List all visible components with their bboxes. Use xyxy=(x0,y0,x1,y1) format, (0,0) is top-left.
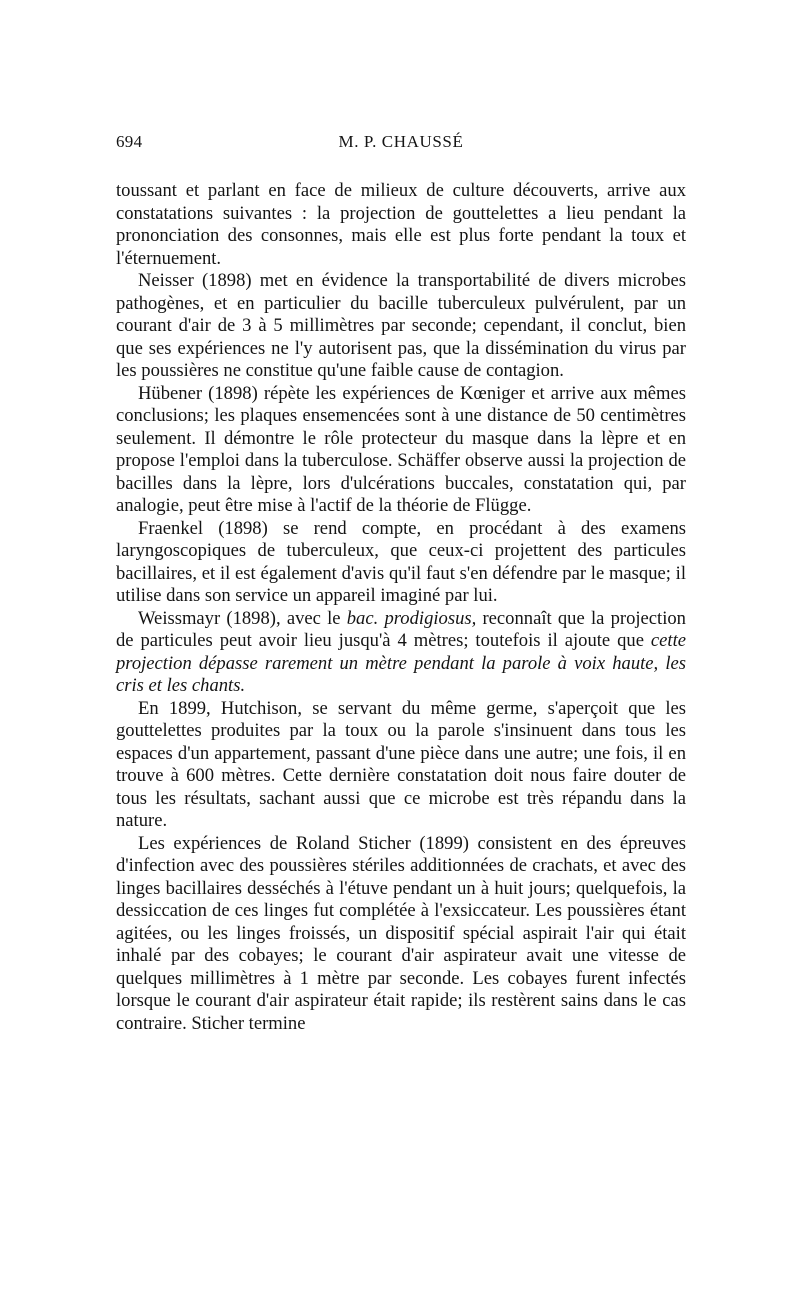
paragraph-fraenkel: Fraenkel (1898) se rend compte, en procédant à des examens laryngoscopiques de tuberculeux, que ceux-ci projettent des particules bacillaires, et il est également d'avis qu'il faut s'en défendre par le masque; il utilise dans son service un appareil imaginé par lui. xyxy=(116,517,686,606)
paragraph-weissmayr-text-2: reconnaît que la projection de particules peut avoir lieu jusqu'à 4 mètres; toutefois il ajoute que xyxy=(116,607,686,651)
paragraph-sticher: Les expériences de Roland Sticher (1899) consistent en des épreuves d'infection avec des poussières stériles additionnées de crachats, et avec des linges bacillaires desséchés à l'étuve pendant un à huit jours; quelquefois, la dessiccation de ces linges fut complétée à l'exsiccateur. Les poussières étant agitées, ou les linges froissés, un dispositif spécial aspirait l'air qui était inhalé par des cobayes; le courant d'air aspirateur avait une vitesse de quelques millimètres à 1 mètre par seconde. Les cobayes furent infectés lorsque le courant d'air aspirateur était rapide; ils restèrent sains dans le cas contraire. Sticher termine xyxy=(116,832,686,1034)
paragraph-weissmayr-text-1: Weissmayr (1898), avec le xyxy=(138,607,347,629)
paragraph-hutchison: En 1899, Hutchison, se servant du même germe, s'aperçoit que les gouttelettes produites par la toux ou la parole s'insinuent dans tous les espaces d'un appartement, passant d'une pièce dans une autre; une fois, il en trouve à 600 mètres. Cette dernière constatation doit nous faire douter de tous les résultats, sachant aussi que ce microbe est très répandu dans la nature. xyxy=(116,697,686,831)
running-title: M. P. CHAUSSÉ xyxy=(338,132,464,151)
paragraph-weissmayr-italic-1: bac. prodigiosus, xyxy=(346,607,477,629)
page-number: 694 xyxy=(116,132,143,151)
running-head xyxy=(116,132,686,162)
paragraph-weissmayr-italic-2: cette projection dépasse rarement un mètre pendant la parole à voix haute, les cris et les chants. xyxy=(116,630,686,696)
paragraph-weissmayr xyxy=(116,608,686,698)
paragraph-hubener: Hübener (1898) répète les expériences de Kœniger et arrive aux mêmes conclusions; les plaques ensemencées sont à une distance de 50 centimètres seulement. Il démontre le rôle protecteur du masque dans la lèpre et en propose l'emploi dans la tuberculose. Schäffer observe aussi la projection de bacilles dans la lèpre, lors d'ulcérations buccales, constatation qui, par analogie, peut être mise à l'actif de la théorie de Flügge. xyxy=(116,382,686,516)
paragraph-continuation: toussant et parlant en face de milieux de culture découverts, arrive aux constatations suivantes : la projection de gouttelettes a lieu pendant la prononciation des consonnes, mais elle est plus forte pendant la toux et l'éternuement. xyxy=(116,180,686,269)
body-text xyxy=(116,180,686,1035)
paragraph-neisser: Neisser (1898) met en évidence la transportabilité de divers microbes pathogènes, et en particulier du bacille tuberculeux pulvérulent, par un courant d'air de 3 à 5 millimètres par seconde; cependant, il conclut, bien que ses expériences ne l'y autorisent pas, que la dissémination du virus par les poussières ne constitue qu'une faible cause de contagion. xyxy=(116,270,686,381)
